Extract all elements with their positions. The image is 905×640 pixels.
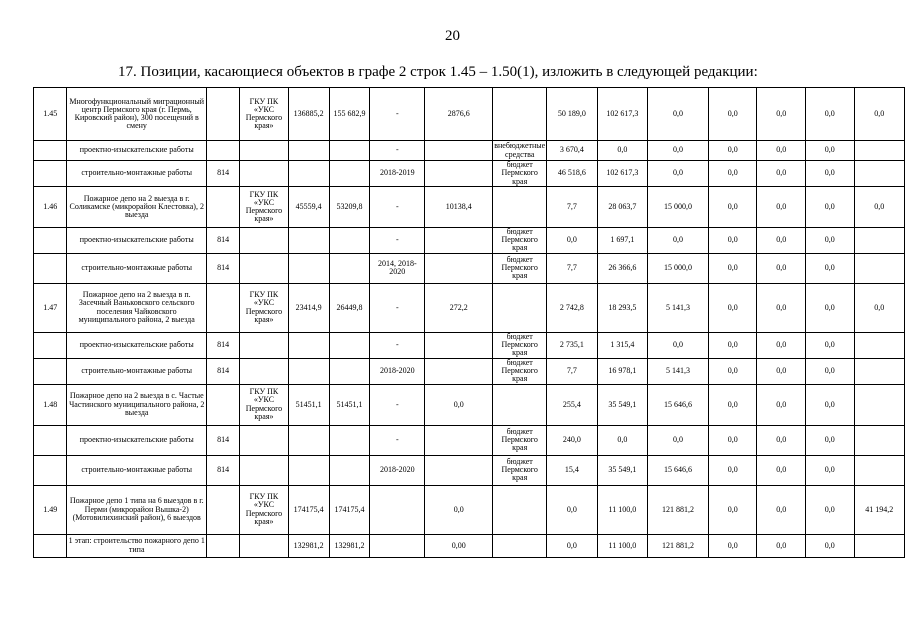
value-2020: 0,0: [648, 88, 709, 141]
funding-source: бюджет Пермского края: [493, 253, 547, 283]
value-2019: 35 549,1: [597, 384, 647, 425]
period: 2018-2019: [370, 161, 425, 187]
object-name: Пожарное депо на 2 выезда в п. Засечный Ваньковского сельского поселения Чайковского муниципального района, 2 выезда: [67, 283, 207, 332]
value-2023: 0,0: [805, 485, 854, 534]
customer: ГКУ ПК «УКС Пермского края»: [240, 485, 289, 534]
row-number: [34, 253, 67, 283]
cost-estimate: [288, 253, 329, 283]
value-2019: 0,0: [597, 141, 647, 161]
value-2020: 15 000,0: [648, 253, 709, 283]
cost-current: [329, 332, 370, 358]
value-2024: 0,0: [854, 88, 905, 141]
value-2018: 7,7: [547, 187, 597, 228]
spent-before: [425, 253, 493, 283]
kbk-code: [206, 187, 239, 228]
cost-current: [329, 425, 370, 455]
kbk-code: 814: [206, 228, 239, 254]
value-2022: 0,0: [757, 534, 806, 557]
value-2019: 28 063,7: [597, 187, 647, 228]
cost-estimate: 45559,4: [288, 187, 329, 228]
value-2024: [854, 253, 905, 283]
cost-current: [329, 358, 370, 384]
row-number: 1.47: [34, 283, 67, 332]
spent-before: 10138,4: [425, 187, 493, 228]
value-2021: 0,0: [708, 332, 757, 358]
value-2022: 0,0: [757, 425, 806, 455]
row-number: [34, 332, 67, 358]
value-2021: 0,0: [708, 253, 757, 283]
value-2019: 18 293,5: [597, 283, 647, 332]
kbk-code: [206, 88, 239, 141]
table-row: [34, 485, 905, 534]
funding-source: [493, 534, 547, 557]
value-2022: 0,0: [757, 455, 806, 485]
cost-estimate: [288, 141, 329, 161]
cost-current: [329, 455, 370, 485]
object-name: проектно-изыскательские работы: [67, 141, 207, 161]
customer: ГКУ ПК «УКС Пермского края»: [240, 283, 289, 332]
cost-current: 53209,8: [329, 187, 370, 228]
cost-current: 51451,1: [329, 384, 370, 425]
value-2024: 0,0: [854, 187, 905, 228]
value-2022: 0,0: [757, 228, 806, 254]
value-2021: 0,0: [708, 384, 757, 425]
value-2019: 11 100,0: [597, 485, 647, 534]
value-2018: 2 735,1: [547, 332, 597, 358]
spent-before: [425, 228, 493, 254]
row-number: [34, 455, 67, 485]
kbk-code: [206, 384, 239, 425]
funding-source: бюджет Пермского края: [493, 425, 547, 455]
customer: ГКУ ПК «УКС Пермского края»: [240, 384, 289, 425]
kbk-code: 814: [206, 358, 239, 384]
object-name: проектно-изыскательские работы: [67, 332, 207, 358]
period: -: [370, 141, 425, 161]
funding-source: [493, 485, 547, 534]
period: -: [370, 228, 425, 254]
funding-source: [493, 283, 547, 332]
value-2021: 0,0: [708, 161, 757, 187]
table-row: [34, 332, 905, 358]
cost-estimate: 174175,4: [288, 485, 329, 534]
value-2022: 0,0: [757, 187, 806, 228]
value-2024: [854, 228, 905, 254]
value-2023: 0,0: [805, 358, 854, 384]
value-2018: 7,7: [547, 253, 597, 283]
period: [370, 485, 425, 534]
customer: [240, 425, 289, 455]
value-2018: 255,4: [547, 384, 597, 425]
kbk-code: [206, 534, 239, 557]
object-name: 1 этап: строительство пожарного депо 1 типа: [67, 534, 207, 557]
cost-estimate: [288, 425, 329, 455]
value-2023: 0,0: [805, 283, 854, 332]
row-number: 1.46: [34, 187, 67, 228]
spent-before: [425, 425, 493, 455]
kbk-code: 814: [206, 455, 239, 485]
funding-source: бюджет Пермского края: [493, 161, 547, 187]
kbk-code: 814: [206, 425, 239, 455]
cost-estimate: [288, 161, 329, 187]
value-2024: [854, 358, 905, 384]
period: 2018-2020: [370, 358, 425, 384]
value-2020: 121 881,2: [648, 485, 709, 534]
row-number: 1.48: [34, 384, 67, 425]
value-2020: 0,0: [648, 161, 709, 187]
value-2024: [854, 384, 905, 425]
funding-source: [493, 384, 547, 425]
cost-estimate: 136885,2: [288, 88, 329, 141]
value-2022: 0,0: [757, 485, 806, 534]
value-2023: 0,0: [805, 228, 854, 254]
cost-current: 26449,8: [329, 283, 370, 332]
object-name: строительно-монтажные работы: [67, 253, 207, 283]
value-2021: 0,0: [708, 88, 757, 141]
cost-current: 174175,4: [329, 485, 370, 534]
customer: [240, 253, 289, 283]
cost-current: [329, 253, 370, 283]
table-row: [34, 253, 905, 283]
value-2022: 0,0: [757, 384, 806, 425]
cost-estimate: 23414,9: [288, 283, 329, 332]
kbk-code: 814: [206, 332, 239, 358]
object-name: проектно-изыскательские работы: [67, 228, 207, 254]
value-2022: 0,0: [757, 253, 806, 283]
value-2023: 0,0: [805, 187, 854, 228]
object-name: Пожарное депо на 2 выезда в с. Частые Частинского муниципального района, 2 выезда: [67, 384, 207, 425]
value-2018: 15,4: [547, 455, 597, 485]
value-2018: 3 670,4: [547, 141, 597, 161]
value-2021: 0,0: [708, 425, 757, 455]
value-2024: [854, 332, 905, 358]
customer: [240, 228, 289, 254]
value-2022: 0,0: [757, 358, 806, 384]
row-number: 1.49: [34, 485, 67, 534]
cost-estimate: [288, 332, 329, 358]
customer: [240, 455, 289, 485]
table-row: [34, 534, 905, 557]
value-2019: 16 978,1: [597, 358, 647, 384]
object-name: Пожарное депо 1 типа на 6 выездов в г. Перми (микрорайон Вышка-2) (Мотовилихинский район), 6 выездов: [67, 485, 207, 534]
value-2018: 2 742,8: [547, 283, 597, 332]
value-2023: 0,0: [805, 332, 854, 358]
cost-current: [329, 141, 370, 161]
value-2023: 0,0: [805, 88, 854, 141]
customer: [240, 332, 289, 358]
value-2018: 0,0: [547, 485, 597, 534]
value-2019: 35 549,1: [597, 455, 647, 485]
row-number: [34, 141, 67, 161]
value-2023: 0,0: [805, 425, 854, 455]
section-heading: 17. Позиции, касающиеся объектов в графе 2 строк 1.45 – 1.50(1), изложить в следующей редакции:: [118, 64, 758, 80]
period: -: [370, 187, 425, 228]
value-2019: 102 617,3: [597, 88, 647, 141]
value-2023: 0,0: [805, 253, 854, 283]
object-name: строительно-монтажные работы: [67, 161, 207, 187]
value-2018: 240,0: [547, 425, 597, 455]
table-row: [34, 228, 905, 254]
spent-before: 272,2: [425, 283, 493, 332]
row-number: [34, 161, 67, 187]
value-2021: 0,0: [708, 141, 757, 161]
value-2023: 0,0: [805, 384, 854, 425]
value-2019: 1 315,4: [597, 332, 647, 358]
value-2018: 0,0: [547, 228, 597, 254]
value-2020: 0,0: [648, 141, 709, 161]
cost-estimate: [288, 455, 329, 485]
value-2019: 102 617,3: [597, 161, 647, 187]
value-2024: 0,0: [854, 283, 905, 332]
funding-source: бюджет Пермского края: [493, 332, 547, 358]
customer: [240, 358, 289, 384]
table-row: [34, 161, 905, 187]
cost-estimate: [288, 228, 329, 254]
value-2020: 0,0: [648, 425, 709, 455]
cost-current: 132981,2: [329, 534, 370, 557]
period: [370, 534, 425, 557]
value-2020: 15 646,6: [648, 455, 709, 485]
funding-source: бюджет Пермского края: [493, 358, 547, 384]
value-2020: 15 000,0: [648, 187, 709, 228]
cost-current: 155 682,9: [329, 88, 370, 141]
spent-before: 0,0: [425, 485, 493, 534]
value-2021: 0,0: [708, 455, 757, 485]
value-2021: 0,0: [708, 485, 757, 534]
customer: [240, 534, 289, 557]
spent-before: [425, 332, 493, 358]
kbk-code: [206, 485, 239, 534]
kbk-code: [206, 283, 239, 332]
funding-source: [493, 88, 547, 141]
value-2024: [854, 425, 905, 455]
value-2019: 11 100,0: [597, 534, 647, 557]
value-2020: 15 646,6: [648, 384, 709, 425]
funding-source: [493, 187, 547, 228]
value-2018: 7,7: [547, 358, 597, 384]
period: -: [370, 283, 425, 332]
value-2021: 0,0: [708, 358, 757, 384]
value-2024: [854, 455, 905, 485]
object-name: Многофункциональный миграционный центр Пермского края (г. Пермь, Кировский район), 300 посещений в смену: [67, 88, 207, 141]
table-row: [34, 455, 905, 485]
value-2020: 5 141,3: [648, 358, 709, 384]
cost-current: [329, 228, 370, 254]
value-2022: 0,0: [757, 332, 806, 358]
row-number: [34, 358, 67, 384]
period: 2014, 2018-2020: [370, 253, 425, 283]
period: -: [370, 384, 425, 425]
object-name: проектно-изыскательские работы: [67, 425, 207, 455]
value-2020: 0,0: [648, 228, 709, 254]
period: -: [370, 88, 425, 141]
table-row: [34, 141, 905, 161]
table-row: [34, 358, 905, 384]
period: -: [370, 425, 425, 455]
value-2024: [854, 161, 905, 187]
period: 2018-2020: [370, 455, 425, 485]
value-2021: 0,0: [708, 187, 757, 228]
value-2022: 0,0: [757, 141, 806, 161]
value-2020: 121 881,2: [648, 534, 709, 557]
value-2018: 46 518,6: [547, 161, 597, 187]
spent-before: [425, 358, 493, 384]
row-number: [34, 228, 67, 254]
value-2019: 0,0: [597, 425, 647, 455]
funding-source: внебюджетные средства: [494, 141, 546, 159]
row-number: 1.45: [34, 88, 67, 141]
spent-before: [425, 161, 493, 187]
cost-current: [329, 161, 370, 187]
value-2019: 1 697,1: [597, 228, 647, 254]
value-2021: 0,0: [708, 228, 757, 254]
object-name: строительно-монтажные работы: [67, 358, 207, 384]
value-2022: 0,0: [757, 88, 806, 141]
value-2021: 0,0: [708, 534, 757, 557]
customer: ГКУ ПК «УКС Пермского края»: [240, 187, 289, 228]
kbk-code: 814: [206, 161, 239, 187]
value-2023: 0,0: [805, 141, 854, 161]
table-row: [34, 283, 905, 332]
table-row: [34, 384, 905, 425]
spent-before: 2876,6: [425, 88, 493, 141]
value-2023: 0,0: [805, 534, 854, 557]
spent-before: 0,00: [425, 534, 493, 557]
kbk-code: [206, 141, 239, 161]
cost-estimate: 132981,2: [288, 534, 329, 557]
spent-before: [425, 141, 493, 161]
object-name: Пожарное депо на 2 выезда в г. Соликамске (микрорайон Клестовка), 2 выезда: [67, 187, 207, 228]
value-2023: 0,0: [805, 161, 854, 187]
table-row: [34, 187, 905, 228]
value-2023: 0,0: [805, 455, 854, 485]
customer: [240, 141, 289, 161]
value-2019: 26 366,6: [597, 253, 647, 283]
value-2018: 50 189,0: [547, 88, 597, 141]
row-number: [34, 425, 67, 455]
customer: ГКУ ПК «УКС Пермского края»: [240, 88, 289, 141]
value-2020: 5 141,3: [648, 283, 709, 332]
value-2024: [854, 534, 905, 557]
value-2022: 0,0: [757, 283, 806, 332]
spent-before: 0,0: [425, 384, 493, 425]
object-name: строительно-монтажные работы: [67, 455, 207, 485]
value-2024: [854, 141, 905, 161]
value-2022: 0,0: [757, 161, 806, 187]
spent-before: [425, 455, 493, 485]
cost-estimate: 51451,1: [288, 384, 329, 425]
funding-source: бюджет Пермского края: [493, 455, 547, 485]
objects-table: [33, 87, 905, 558]
table-row: [34, 88, 905, 141]
value-2020: 0,0: [648, 332, 709, 358]
page-number: 20: [445, 28, 460, 44]
value-2024: 41 194,2: [854, 485, 905, 534]
kbk-code: 814: [206, 253, 239, 283]
cost-estimate: [288, 358, 329, 384]
row-number: [34, 534, 67, 557]
value-2021: 0,0: [708, 283, 757, 332]
value-2018: 0,0: [547, 534, 597, 557]
table-row: [34, 425, 905, 455]
funding-source: бюджет Пермского края: [493, 228, 547, 254]
customer: [240, 161, 289, 187]
period: -: [370, 332, 425, 358]
